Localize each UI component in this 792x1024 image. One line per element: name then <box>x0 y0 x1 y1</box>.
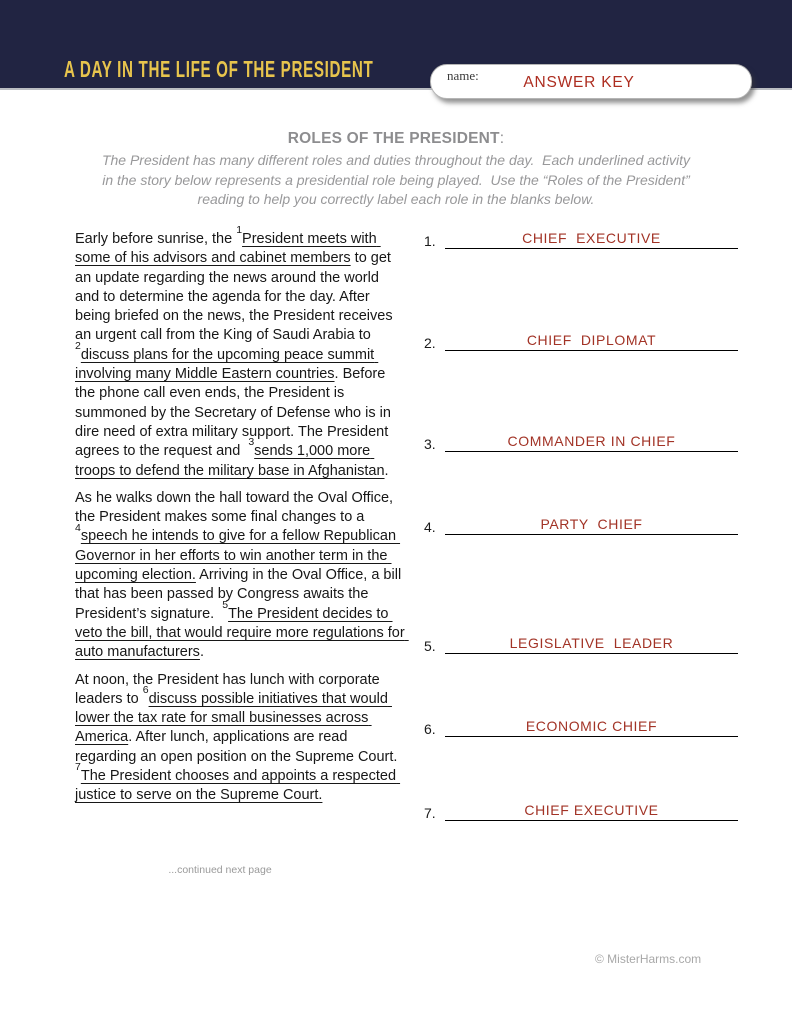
story-text: . <box>384 462 389 479</box>
answer-number: 3. <box>424 436 436 452</box>
answer-text: CHIEF EXECUTIVE <box>524 802 659 818</box>
copyright-note: © MisterHarms.com <box>595 952 702 966</box>
section-heading <box>0 130 792 148</box>
answer-item <box>424 230 738 249</box>
answer-number: 1. <box>424 233 436 249</box>
section-heading-colon: : <box>499 130 505 147</box>
story-text: to get an update regarding the news around the world and to determine the agenda for the day. After being briefed on the news, the President receives an urgent call from the King of Saudi Arabia to <box>75 250 397 344</box>
answer-key-value: ANSWER KEY <box>523 74 635 91</box>
worksheet-title: A DAY IN THE LIFE OF THE PRESIDENT <box>64 56 374 82</box>
activity-number: 4 <box>75 521 81 534</box>
story-text: . <box>199 644 204 661</box>
activity-number: 3 <box>248 436 255 449</box>
answer-text: PARTY CHIEF <box>540 516 643 532</box>
answer-blank <box>445 433 738 452</box>
answer-blank <box>445 718 738 737</box>
story-paragraph <box>75 489 407 663</box>
underlined-activity: discuss plans for the upcoming peace summit involving many Middle Eastern countries <box>75 346 379 383</box>
answer-text: COMMANDER IN CHIEF <box>507 433 676 449</box>
activity-number: 1 <box>236 224 243 237</box>
underlined-activity: sends 1,000 more troops to defend the military base in Afghanistan <box>75 443 385 479</box>
section-heading-text: ROLES OF THE PRESIDENT <box>287 130 500 147</box>
instruction-line: in the story below represents a presidential role being played. Use the “Roles of the President” <box>102 171 690 188</box>
answer-item <box>424 802 738 821</box>
answer-blank <box>445 635 738 654</box>
answer-blank <box>445 332 738 351</box>
answer-item <box>424 718 738 737</box>
story-paragraph <box>75 671 407 806</box>
story-text: . After lunch, applications are read regarding an open position on the Supreme Court. <box>75 729 406 765</box>
continued-note: ...continued next page <box>168 864 272 876</box>
answer-text: CHIEF EXECUTIVE <box>522 230 661 246</box>
answer-text: LEGISLATIVE LEADER <box>509 635 674 651</box>
answer-text: ECONOMIC CHIEF <box>525 718 658 734</box>
answer-blank <box>445 230 738 249</box>
instruction-line: The President has many different roles and duties throughout the day. Each underlined activity <box>101 152 691 168</box>
answer-text: CHIEF DIPLOMAT <box>526 332 657 348</box>
instruction-line: reading to help you correctly label each role in the blanks below. <box>197 191 595 207</box>
answer-item <box>424 433 738 452</box>
story-text: At noon, the President has lunch with corporate leaders to <box>75 671 384 707</box>
underlined-activity: discuss possible initiatives that would lower the tax rate for small businesses across America <box>75 690 392 746</box>
answer-item <box>424 516 738 535</box>
activity-number: 6 <box>142 684 149 696</box>
underlined-activity: President meets with some of his advisors and cabinet members <box>75 231 381 267</box>
underlined-activity: speech he intends to give for a fellow Republican Governor in her efforts to win another term in the upcoming election. <box>75 528 401 584</box>
story-text: As he walks down the hall toward the Oval Office, the President makes some final changes to a <box>75 489 398 526</box>
story-text: Early before sunrise, the <box>75 231 237 247</box>
activity-number: 5 <box>222 598 229 611</box>
answer-item <box>424 635 738 654</box>
instructions-text <box>0 151 792 210</box>
story-text: Arriving in the Oval Office, a bill that has been passed by Congress awaits the President’s signature. <box>75 567 406 622</box>
name-field <box>430 64 752 99</box>
story-text: . Before the phone call even ends, the President is summoned by the Secretary of Defense who is in dire need of extra military support. The President agrees to the request and <box>75 366 395 460</box>
answer-blank <box>445 516 738 535</box>
underlined-activity: The President chooses and appoints a respected justice to serve on the Supreme Court. <box>75 768 401 804</box>
story-column <box>75 224 409 814</box>
answer-number: 6. <box>424 721 436 737</box>
activity-number: 7 <box>75 761 81 774</box>
answer-number: 4. <box>424 519 436 535</box>
answer-number: 7. <box>424 805 436 821</box>
story-paragraph <box>75 224 407 481</box>
answer-number: 5. <box>424 638 436 654</box>
answer-item <box>424 332 738 351</box>
answer-blank <box>445 802 738 821</box>
name-label: name: <box>447 68 479 83</box>
activity-number: 2 <box>75 339 81 352</box>
underlined-activity: The President decides to veto the bill, that would require more regulations for auto manufacturers <box>75 605 409 661</box>
answer-number: 2. <box>424 335 436 351</box>
